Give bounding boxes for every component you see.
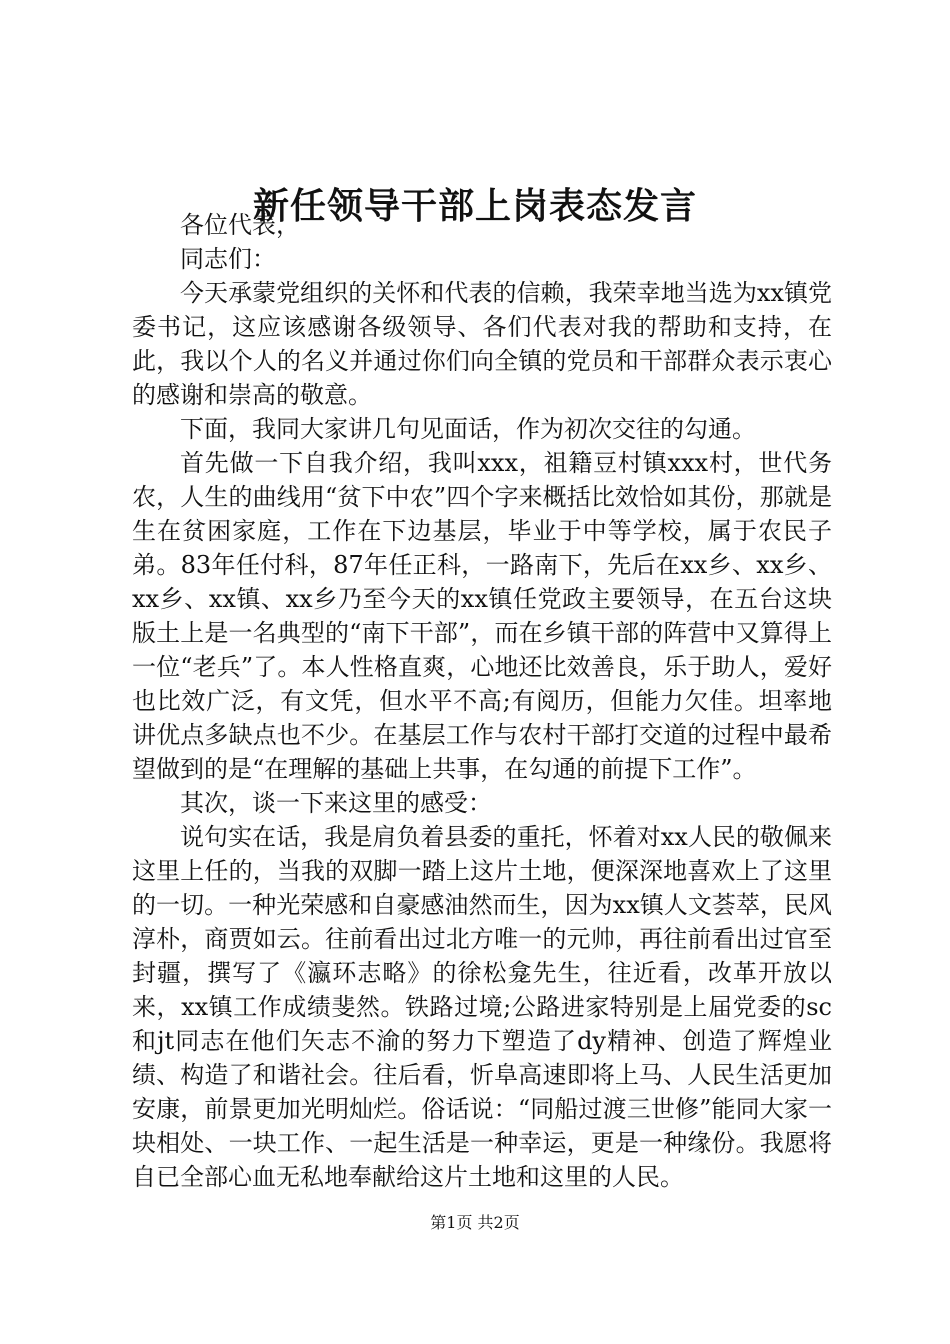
paragraph-thanks: 今天承蒙党组织的关怀和代表的信赖，我荣幸地当选为xx镇党委书记，这应该感谢各级领导、各们代表对我的帮助和支持，在此，我以个人的名义并通过你们向全镇的党员和干部群众表示衷心的感谢和崇高的敬意。 [132,279,832,409]
document-title: 新任领导干部上岗表态发言 [252,185,697,228]
salutation-comrades: 同志们： [180,245,276,273]
paragraph-feelings: 说句实在话，我是肩负着县委的重托，怀着对xx人民的敬佩来这里上任的，当我的双脚一踏上这片土地，便深深地喜欢上了这里的一切。一种光荣感和自豪感油然而生，因为xx镇人文荟萃，民风淳朴，商贾如云。往前看出过北方唯一的元帅，再往前看出过官至封疆，撰写了《瀛环志略》的徐松龛先生，往近看，改革开放以来，xx镇工作成绩斐然。铁路过境;公路进家特别是上届党委的sc和jt同志在他们矢志不渝的努力下塑造了dy精神、创造了辉煌业绩、构造了和谐社会。往后看，忻阜高速即将上马、人民生活更加安康，前景更加光明灿烂。俗话说：“同船过渡三世修”能同大家一块相处、一块工作、一起生活是一种幸运，更是一种缘份。我愿将自已全部心血无私地奉献给这片土地和这里的人民。 [132,823,832,1191]
document-body [132,208,832,1194]
paragraph-intro: 下面，我同大家讲几句见面话，作为初次交往的勾通。 [180,415,756,443]
salutation-delegates: 各位代表， [180,211,300,239]
page-footer: 第1页 共2页 [430,1213,520,1232]
paragraph-self-introduction: 首先做一下自我介绍，我叫xxx，祖籍豆村镇xxx村，世代务农，人生的曲线用“贫下中农”四个字来概括比效恰如其份，那就是生在贫困家庭，工作在下边基层，毕业于中等学校，属于农民子弟。83年任付科，87年任正科，一路南下，先后在xx乡、xx乡、xx乡、xx镇、xx乡乃至今天的xx镇任党政主要领导，在五台这块版土上是一名典型的“南下干部”，而在乡镇干部的阵营中又算得上一位“老兵”了。本人性格直爽，心地还比效善良，乐于助人，爱好也比效广泛，有文凭，但水平不高;有阅历，但能力欠佳。坦率地讲优点多缺点也不少。在基层工作与农村干部打交道的过程中最希望做到的是“在理解的基础上共事，在勾通的前提下工作”。 [132,449,832,783]
paragraph-feelings-heading: 其次，谈一下来这里的感受： [180,789,492,817]
